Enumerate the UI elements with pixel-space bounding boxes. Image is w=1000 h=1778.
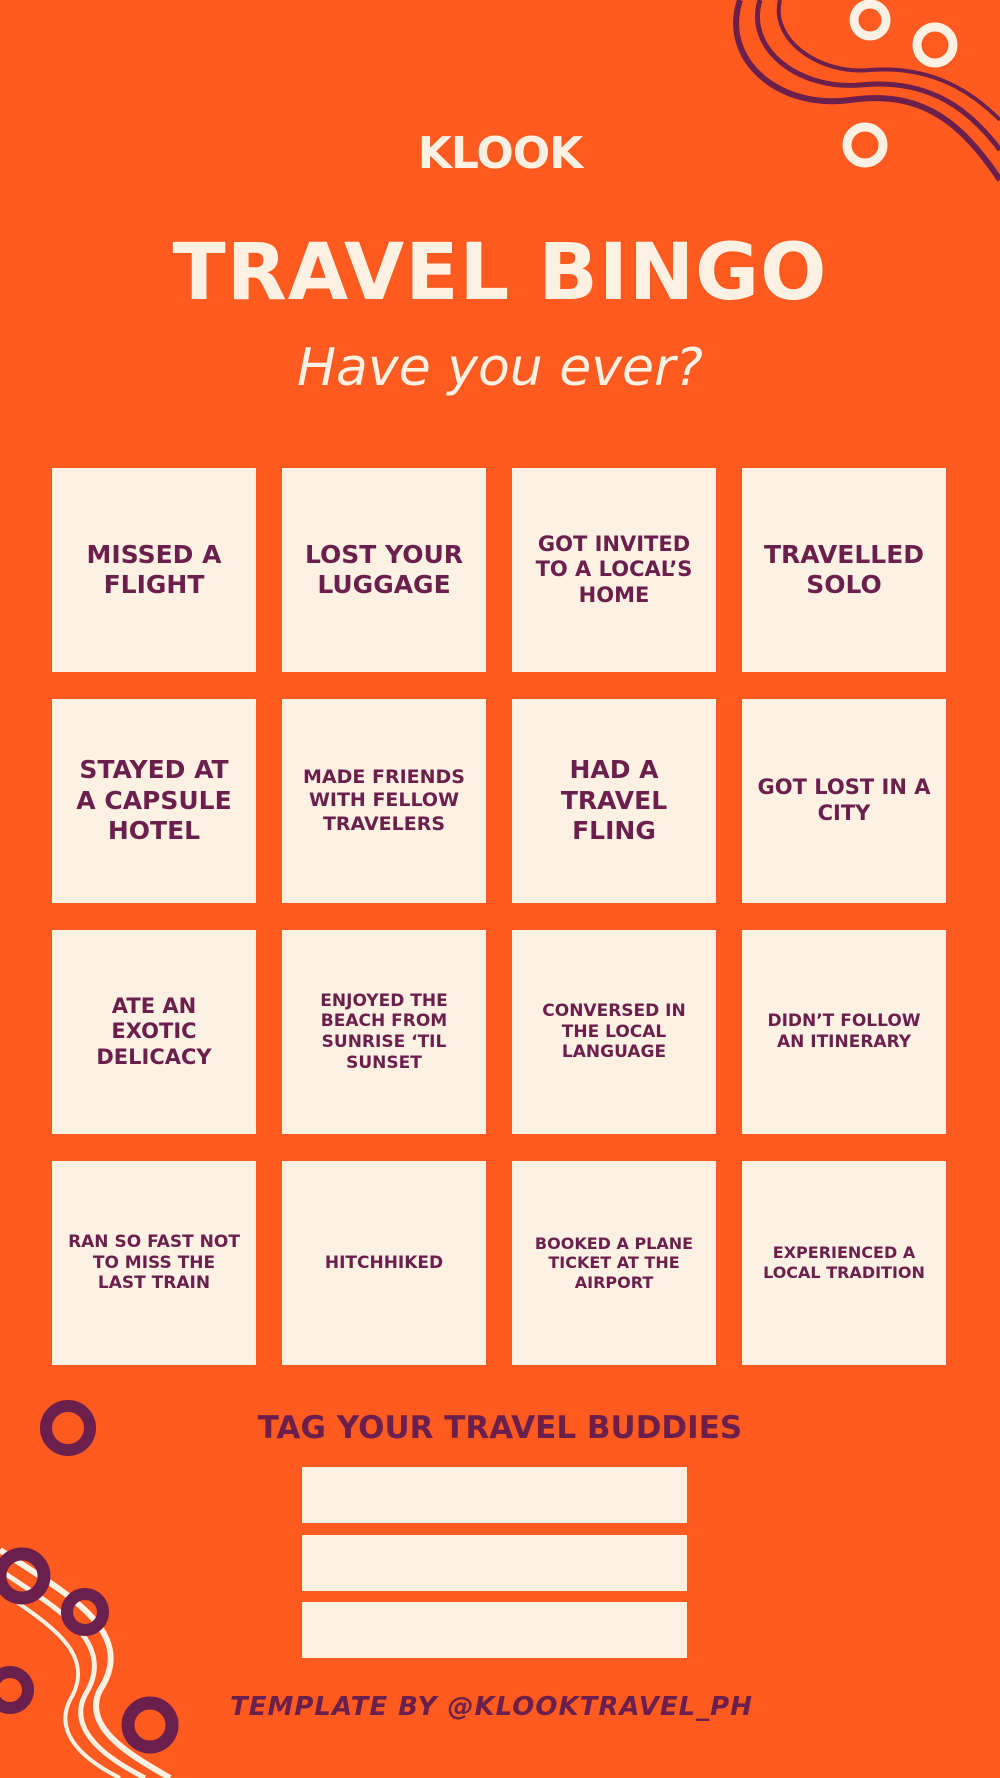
bingo-tile-label: DIDN’T FOLLOW AN ITINERARY <box>767 1011 921 1052</box>
buddy-tag-field[interactable] <box>302 1535 687 1591</box>
bingo-tile[interactable] <box>282 699 486 903</box>
bingo-tile-label: MADE FRIENDS WITH FELLOW TRAVELERS <box>303 766 465 835</box>
page-title: TRAVEL BINGO <box>172 228 828 318</box>
bingo-tile[interactable] <box>52 930 256 1134</box>
bingo-tile-label: LOST YOUR LUGGAGE <box>304 539 464 599</box>
bingo-tile[interactable] <box>512 930 716 1134</box>
bingo-tile-label: ENJOYED THE BEACH FROM SUNRISE ‘TIL SUNSET <box>320 990 448 1073</box>
bingo-tile-label: MISSED A FLIGHT <box>86 539 222 599</box>
bingo-tile[interactable] <box>282 1161 486 1365</box>
buddy-tag-field[interactable] <box>302 1602 687 1658</box>
bingo-tile[interactable] <box>742 930 946 1134</box>
bingo-tile-label: GOT LOST IN A CITY <box>757 775 931 825</box>
swirl-decoration-bottom-left <box>0 1390 240 1778</box>
bingo-tile[interactable] <box>742 468 946 672</box>
bingo-tile-label: ATE AN EXOTIC DELICACY <box>96 993 212 1069</box>
bingo-tile-label: CONVERSED IN THE LOCAL LANGUAGE <box>542 1000 686 1063</box>
bingo-tile-label: BOOKED A PLANE TICKET AT THE AIRPORT <box>534 1233 694 1292</box>
buddy-tag-field[interactable] <box>302 1467 687 1523</box>
bingo-tile[interactable] <box>282 930 486 1134</box>
bingo-tile[interactable] <box>52 468 256 672</box>
bingo-tile[interactable] <box>742 1161 946 1365</box>
bingo-tile-label: EXPERIENCED A LOCAL TRADITION <box>763 1243 925 1282</box>
bingo-tile[interactable] <box>52 699 256 903</box>
tag-buddies-heading: TAG YOUR TRAVEL BUDDIES <box>257 1410 743 1446</box>
bingo-tile-label: STAYED AT A CAPSULE HOTEL <box>76 755 232 846</box>
bingo-tile[interactable] <box>512 1161 716 1365</box>
bingo-tile[interactable] <box>512 699 716 903</box>
bingo-tile[interactable] <box>52 1161 256 1365</box>
bingo-tile-label: HITCHHIKED <box>324 1252 444 1273</box>
bingo-tile-label: RAN SO FAST NOT TO MISS THE LAST TRAIN <box>68 1231 240 1294</box>
bingo-tile-label: GOT INVITED TO A LOCAL’S HOME <box>535 531 693 607</box>
bingo-tile[interactable] <box>512 468 716 672</box>
bingo-tile[interactable] <box>282 468 486 672</box>
bingo-tile-label: TRAVELLED SOLO <box>763 539 925 599</box>
klook-logo: KLOOK <box>417 128 583 179</box>
template-credit: TEMPLATE BY @KLOOKTRAVEL_PH <box>230 1692 753 1722</box>
swirl-decoration-top-right <box>720 0 1000 230</box>
bingo-tile-label: HAD A TRAVEL FLING <box>560 755 668 846</box>
bingo-tile[interactable] <box>742 699 946 903</box>
bingo-grid <box>52 468 946 1365</box>
page-subtitle: Have you ever? <box>296 338 704 398</box>
